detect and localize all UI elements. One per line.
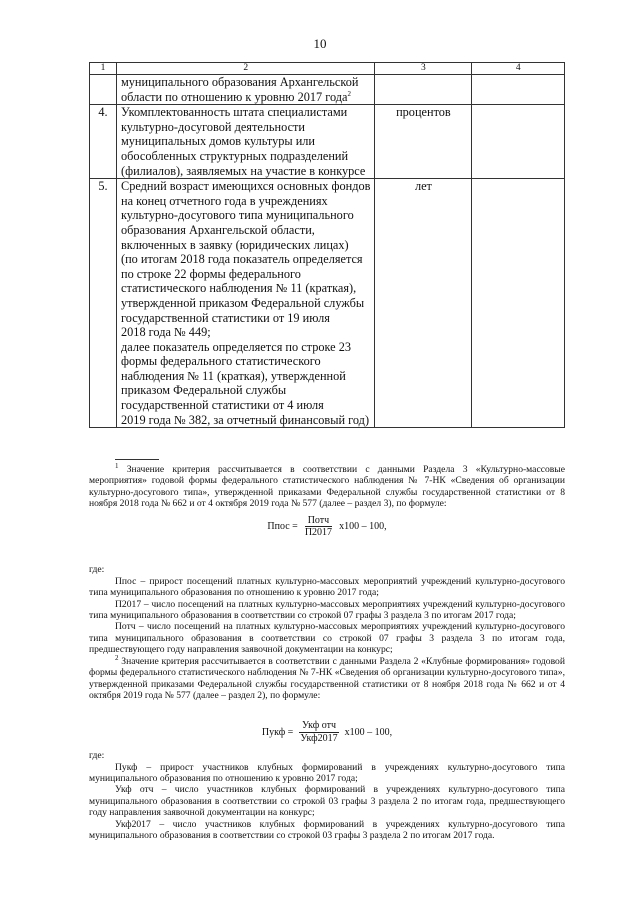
row-text-line: муниципального образования Архангельской (121, 75, 359, 89)
row-text-line: на конец отчетного года в учреждениях (121, 193, 328, 208)
row-text-line: формы федерального статистического (121, 354, 321, 369)
header-col-3: 3 (375, 63, 472, 75)
formula-1-numerator: Потч (305, 515, 333, 527)
row-text-line: статистического наблюдения № 11 (краткая), (121, 281, 357, 296)
row-text-line: Укомплектованность штата специалистами (121, 105, 348, 120)
row-description (117, 179, 375, 428)
table-row (90, 105, 565, 179)
definition: Укф2017 – число участников клубных формирований в учреждениях культурно-досугового типа муниципального образования в соответствии со строкой 03 графы 3 раздела 2 по итогам 2017 года. (89, 818, 565, 841)
definition: Ппос – прирост посещений платных культурно-массовых мероприятий учреждений культурно-досугового типа муниципального образования по отношению к уровню 2017 года; (89, 575, 565, 599)
row-value (472, 105, 565, 179)
row-text-line: (филиалов), заявляемых на участие в конкурсе (121, 163, 366, 178)
spacer (89, 701, 565, 715)
row-text-line: муниципальных домов культуры или (121, 134, 316, 149)
criteria-table (89, 62, 565, 428)
formula-2-lhs: Пукф = (261, 726, 294, 738)
footnotes (89, 461, 565, 841)
row-unit (375, 75, 472, 105)
row-text-line: Средний возраст имеющихся основных фондов (121, 179, 371, 194)
row-text-line: культурно-досугового типа муниципального (121, 208, 354, 223)
formula-2-numerator: Укф отч (299, 720, 339, 732)
row-text-line: по строке 22 формы федерального (121, 266, 301, 281)
row-text-line: государственной статистики от 4 июля (121, 398, 324, 413)
row-text-line: далее показатель определяется по строке 23 (121, 339, 352, 354)
row-number (90, 75, 117, 105)
row-description (117, 105, 375, 179)
row-text-line: утвержденной приказом Федеральной службы (121, 295, 365, 310)
formula-1-rhs: х100 – 100, (339, 520, 387, 532)
row-unit: процентов (375, 105, 472, 179)
row-text-line: приказом Федеральной службы (121, 383, 287, 398)
row-text-line: области по отношению к уровню 2017 года (121, 89, 348, 104)
row-description (117, 75, 375, 105)
footnote-1-text: Значение критерия рассчитывается в соответствии с данными Раздела 3 «Культурно-массовые мероприятия» годовой формы федерального статистического наблюдения № 7-НК «Сведения об организации культурно-досугового типа», утвержденной приказами Федеральной службы государственной статистики от 8 ноября 2018 года № 662 и от 4 октября 2019 года № 577 (далее – раздел 3), по формуле: (89, 464, 565, 510)
footnote-2 (89, 653, 565, 702)
footnote-mark: 2 (115, 653, 119, 662)
row-value (472, 75, 565, 105)
page-number: 10 (313, 36, 327, 51)
row-text-line: обособленных структурных подразделений (121, 148, 349, 163)
definition: Пукф – прирост участников клубных формирований в учреждениях культурно-досугового типа муниципального образования по отношению к уровню 2017 года; (89, 761, 565, 784)
row-number: 4. (90, 105, 117, 179)
row-text-line: 2019 года № 382, за отчетный финансовый год) (121, 412, 370, 427)
header-col-1: 1 (90, 63, 117, 75)
spacer (89, 544, 565, 564)
row-text-line: образования Архангельской области, (121, 222, 315, 237)
footnote-1 (89, 461, 565, 510)
formula-2-rhs: х100 – 100, (344, 726, 393, 738)
row-unit: лет (375, 179, 472, 428)
footnote-mark: 1 (115, 461, 119, 470)
row-text-line: культурно-досуговой деятельности (121, 119, 305, 134)
table-row (90, 75, 565, 105)
footnote-separator (115, 459, 159, 460)
formula-2 (89, 720, 565, 744)
formula-1-fraction (302, 515, 335, 539)
formula-2-fraction (297, 720, 340, 744)
footnote-2-text: Значение критерия рассчитывается в соответствии с данными Раздела 2 «Клубные формирования» годовой формы федерального статистического наблюдения № 7-НК «Сведения об организации культурно-досугового типа», утвержденной приказами Федеральной службы государственной статистики от 8 ноября 2018 года № 662 и от 4 октября 2019 года № 577 (далее – раздел 2), по формуле: (89, 655, 565, 701)
header-col-2: 2 (117, 63, 375, 75)
row-text-line: включенных в заявку (юридических лицах) (121, 237, 349, 252)
formula-1 (89, 515, 565, 539)
footnote-ref: 2 (347, 89, 351, 98)
row-text-line-with-note (121, 90, 370, 105)
row-text-line: (по итогам 2018 года показатель определяется (121, 252, 363, 267)
row-text-line: государственной статистики от 19 июля (121, 310, 330, 325)
where-label: где: (89, 564, 105, 576)
formula-1-lhs: Ппос = (267, 520, 298, 532)
where-label: где: (89, 750, 105, 762)
row-number: 5. (90, 179, 117, 428)
header-col-4: 4 (472, 63, 565, 75)
definition: П2017 – число посещений на платных культурно-массовых мероприятиях учреждений культурно-досугового типа муниципального образования в соответствии со строкой 07 графы 3 раздела 3 по итогам 2017 года; (89, 598, 565, 622)
row-value (472, 179, 565, 428)
row-text-line: наблюдения № 11 (краткая), утвержденной (121, 368, 346, 383)
formula-1-denominator: П2017 (304, 527, 333, 539)
table-header-row (90, 63, 565, 75)
definition: Укф отч – число участников клубных формирований в учреждениях культурно-досугового типа муниципального образования в соответствии со строкой 03 графы 3 раздела 2 по итогам года, предшествующего году направления заявочной документации на конкурс; (89, 784, 565, 819)
definition: Потч – число посещений на платных культурно-массовых мероприятиях учреждений культурно-досугового типа муниципального образования в соответствии со строкой 07 графы 3 раздела 3 по итогам года, предшествующего году направления заявочной документации на конкурс; (89, 621, 565, 656)
row-text-line: 2018 года № 449; (121, 325, 211, 340)
table-row (90, 179, 565, 428)
formula-2-denominator: Укф2017 (300, 732, 338, 744)
